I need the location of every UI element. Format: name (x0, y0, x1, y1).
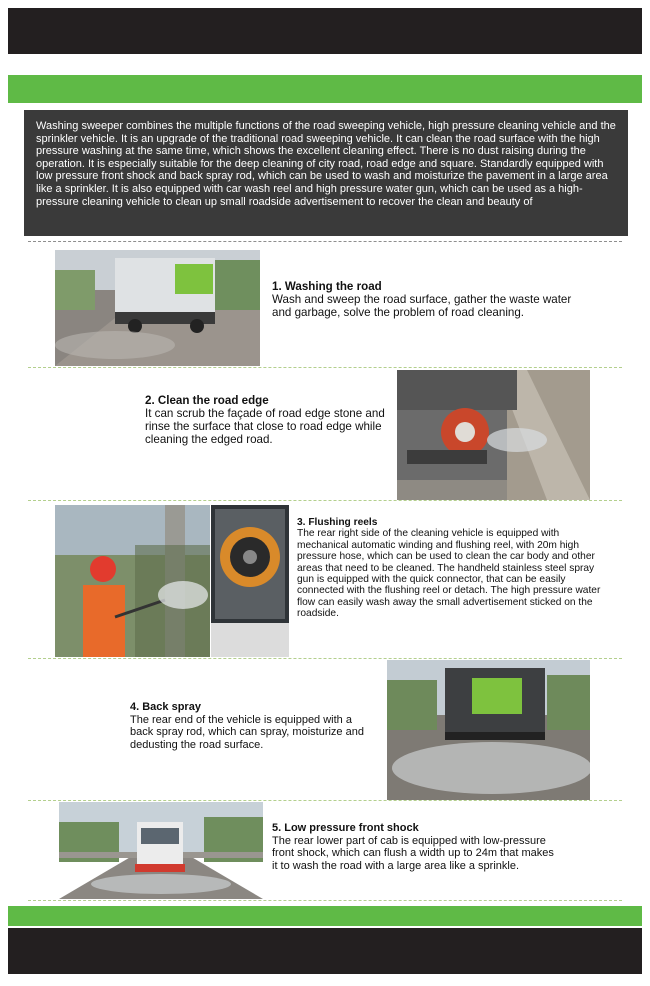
feature-body: The rear lower part of cab is equipped with low-pressure front shock, which can flush a width up to 24m that makes it to wash the road with a large area like a sprinkle. (272, 834, 554, 872)
section-divider (28, 658, 622, 659)
flushing-reel-photo (211, 505, 289, 657)
section-divider (28, 500, 622, 501)
feature-washing-road (272, 280, 572, 319)
footer-green-bar (8, 906, 642, 926)
feature-title: 2. Clean the road edge (145, 394, 269, 407)
section-divider (28, 367, 622, 368)
header-green-bar (8, 75, 642, 103)
feature-title: 1. Washing the road (272, 280, 382, 293)
intro-text-box (24, 110, 628, 236)
spray-gun-worker-photo (55, 505, 210, 657)
section-divider (28, 241, 622, 242)
road-edge-brush-photo (397, 370, 590, 500)
section-divider (28, 900, 622, 901)
section-divider (28, 800, 622, 801)
feature-body: The rear right side of the cleaning vehicle is equipped with mechanical automatic winding and flushing reel, with 20m high pressure hose, which can be used to clean the car body and other areas that need to be cleaned. The handheld stainless steel spray gun is equipped with the quick connector, that can be easily connected with the flushing reel or detach. The high pressure water flow can easily wash away the small advertisement sticked on the roadside. (297, 528, 601, 620)
footer-dark-bar (8, 928, 642, 974)
front-shock-photo (59, 802, 263, 899)
feature-road-edge (145, 394, 395, 446)
feature-title: 5. Low pressure front shock (272, 822, 419, 834)
header-dark-bar (8, 8, 642, 54)
intro-text: Washing sweeper combines the multiple functions of the road sweeping vehicle, high pressure cleaning vehicle and the sprinkler vehicle. It is an upgrade of the traditional road sweeping vehicle. It can clean the road surface with the high pressure washing at the same time, which shows the excellent cleaning effect. There is no dust raising during the operation. It is especially suitable for the deep cleaning of city road, road edge and square. Standardly equipped with low pressure front shock and back spray rod, which can be used to wash and moisturize the pavement in a large area like a sprinkler. It is also equipped with car wash reel and high pressure water gun, which can be used as a high-pressure cleaning vehicle to clean up small roadside advertisement to recover the clean and beauty of (36, 120, 616, 208)
feature-body: It can scrub the façade of road edge stone and rinse the surface that close to road edge while cleaning the edged road. (145, 407, 385, 446)
feature-flushing-reels (297, 517, 609, 620)
feature-back-spray (130, 701, 375, 751)
feature-title: 3. Flushing reels (297, 517, 378, 528)
feature-title: 4. Back spray (130, 701, 201, 713)
feature-body: Wash and sweep the road surface, gather the waste water and garbage, solve the problem of road cleaning. (272, 293, 572, 319)
back-spray-photo (387, 660, 590, 800)
feature-body: The rear end of the vehicle is equipped with a back spray rod, which can spray, moisturize and dedusting the road surface. (130, 713, 364, 751)
feature-front-shock (272, 822, 562, 872)
washing-road-photo (55, 250, 260, 366)
